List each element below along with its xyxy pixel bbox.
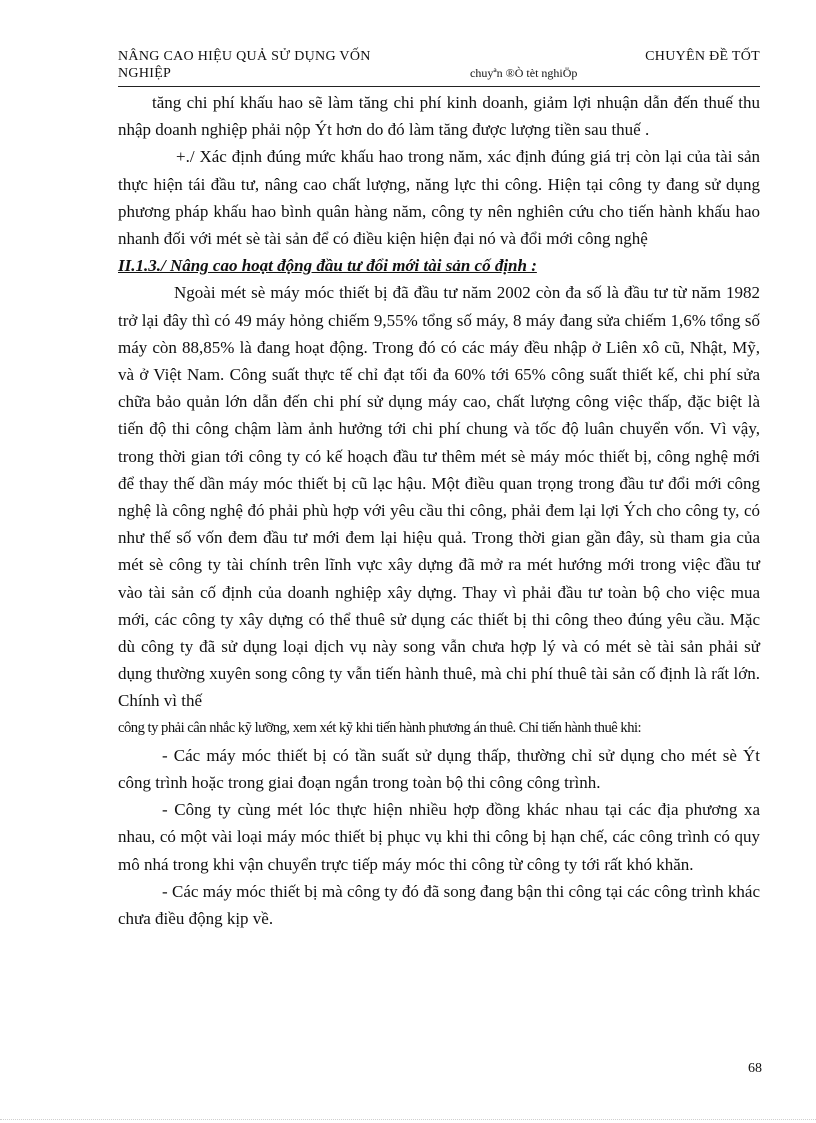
section-heading: II.1.3./ Nâng cao hoạt động đầu tư đổi mới tài sản cố định : [118, 256, 537, 276]
document-body [118, 89, 760, 932]
page-bottom-edge [0, 1119, 816, 1120]
list-item-low-usage: - Các máy móc thiết bị có tần suất sử dụng thấp, thường chỉ sử dụng cho mét sè Ýt công trình hoặc trong giai đoạn ngắn trong toàn bộ thi công công trình. [118, 745, 760, 793]
header-subtitle: chuyªn ®Ò tèt nghiÖp [470, 66, 578, 80]
paragraph-fixed-assets: Ngoài mét sè máy móc thiết bị đã đầu tư năm 2002 còn đa số là đầu tư từ năm 1982 trở lại đây thì có 49 máy hỏng chiếm 9,55% tổng số máy, 8 máy đang sửa chiếm 1,6% tổng số máy còn 88,85% là đang hoạt động. Trong đó có các máy đều nhập ở Liên xô cũ, Nhật, Mỹ, và ở Việt Nam. Công suất thực tế chỉ đạt tối đa 60% tới 65% công suất thiết kế, chi phí sửa chữa bảo quản lớn dẫn đến chi phí sử dụng máy cao, chất lượng công việc thấp, đặc biệt là tiến độ thi công chậm làm ảnh hưởng tới chi phí chung và tốc độ luân chuyển vốn. Vì vậy, trong thời gian tới công ty có kế hoạch đầu tư thêm mét sè máy móc thiết bị, công nghệ mới để thay thế dần máy móc thiết bị cũ lạc hậu. Một điều quan trọng trong đầu tư đổi mới công nghệ là công nghệ đó phải phù hợp với yêu cầu thi công, phải đem lại lợi Ých cho công ty, có như thế số vốn đem đầu tư mới đem lại hiệu quả. Trong thời gian gần đây, sù tham gia của mét sè công ty tài chính trên lĩnh vực xây dựng đã mở ra mét hướng mới trong việc đầu tư vào tài sản cố định của doanh nghiệp xây dựng. Thay vì phải đầu tư toàn bộ cho việc mua mới, các công ty xây dựng có thể thuê sử dụng các thiết bị thi công theo đúng yêu cầu. Mặc dù công ty đã sử dụng loại dịch vụ này song vẫn chưa hợp lý và có mét sè tài sản phải sử dụng thường xuyên song công ty vẫn tiến hành thuê, mà chi phí thuê tài sản cố định là rất lớn. Chính vì thế [118, 283, 760, 711]
header-left-title-line2: NGHIỆP [118, 66, 172, 81]
page-number: 68 [748, 1061, 762, 1076]
header-right-title: CHUYÊN ĐỀ TỐT [645, 49, 760, 64]
header-left-title-line1: NÂNG CAO HIỆU QUẢ SỬ DỤNG VỐN [118, 49, 371, 64]
header-left-title [118, 48, 371, 82]
paragraph-depreciation-effect: tăng chi phí khấu hao sẽ làm tăng chi phí kinh doanh, giảm lợi nhuận dẫn đến thuế thu nhập doanh nghiệp phải nộp Ýt hơn do đó làm tăng được lượng tiền sau thuế . [118, 93, 760, 140]
paragraph-depreciation-rate: +./ Xác định đúng mức khấu hao trong năm, xác định đúng giá trị còn lại của tài sản thực hiện tái đầu tư, nâng cao chất lượng, năng lực thi công. Hiện tại công ty đang sử dụng phương pháp khấu hao bình quân hàng năm, công ty nên nghiên cứu cho tiến hành khấu hao nhanh đối với mét sè tài sản để có điều kiện hiện đại nó và đổi mới công nghệ [118, 147, 760, 249]
page-header [118, 48, 760, 86]
paragraph-lease-conditions: công ty phải cân nhắc kỹ lưỡng, xem xét kỹ khi tiến hành phương án thuê. Chỉ tiến hành thuê khi: [118, 719, 642, 736]
header-divider [118, 86, 760, 87]
list-item-remote-sites: - Công ty cùng mét lóc thực hiện nhiều hợp đồng khác nhau tại các địa phương xa nhau, có một vài loại máy móc thiết bị phục vụ khi thi công bị hạn chế, các công trình có quy mô nhá trong khi vận chuyển trực tiếp máy móc thi công từ công ty tới rất khó khăn. [118, 800, 760, 874]
list-item-busy-equipment: - Các máy móc thiết bị mà công ty đó đã song đang bận thi công tại các công trình khác chưa điều động kịp về. [118, 881, 760, 929]
